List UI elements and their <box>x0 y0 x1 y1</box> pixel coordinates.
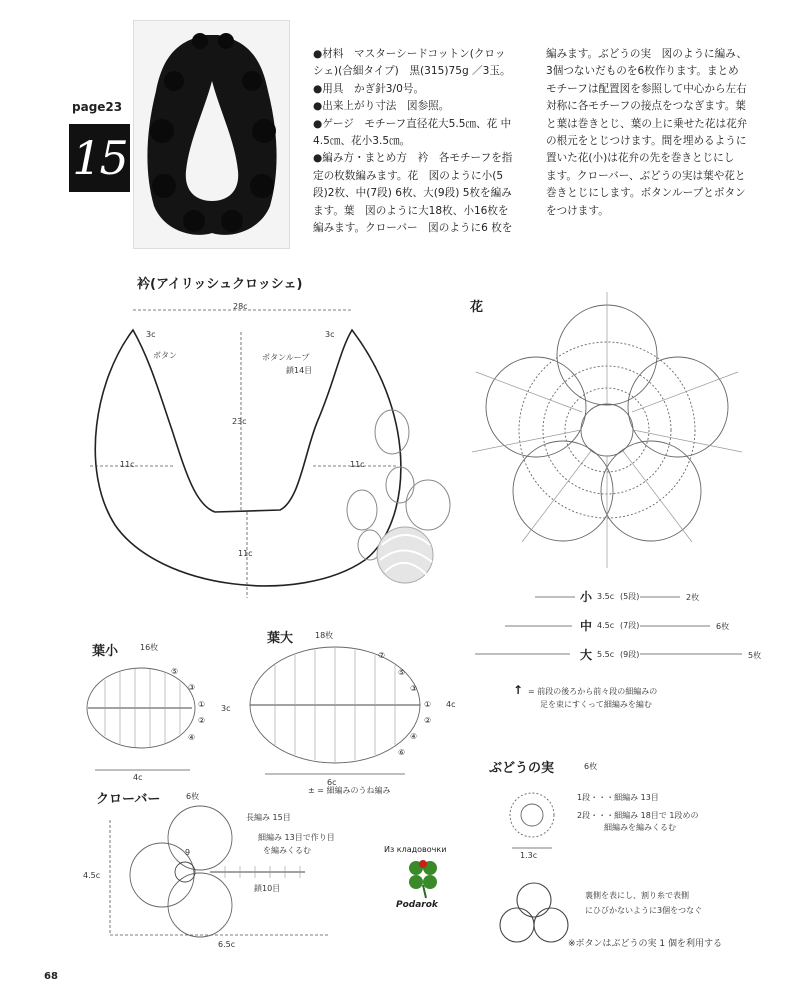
flower-size-rows: (5段) <box>620 592 640 601</box>
flower-size-name: 小 <box>580 590 593 604</box>
collar-width: 28c <box>233 302 248 311</box>
intro-line: ●用具 かぎ針3/0号。 <box>313 82 425 95</box>
intro-line: シェ)(合細タイプ) 黒(315)75g ／3玉。 <box>313 65 511 78</box>
row-mark: ⑥ <box>398 748 406 757</box>
grape-row2a: 2段・・・細編み 18目で 1段めの <box>577 811 699 820</box>
flower-note-line1: = 前段の後ろから前々段の細編みの <box>528 687 658 696</box>
intro-line: 置いた花(小)は花弁の先を巻きとじにし <box>546 152 735 165</box>
row-mark: ⑦ <box>378 651 386 660</box>
clover-title: クローバー <box>96 792 161 807</box>
intro-line: 対称に各モチーフの接点をつなぎます。葉 <box>546 100 746 113</box>
clover-chain: 鎖10目 <box>254 884 281 893</box>
row-mark: ③ <box>188 683 196 692</box>
row-mark: ④ <box>410 732 418 741</box>
row-mark: ④ <box>188 733 196 742</box>
collar-diagram <box>95 330 401 586</box>
flower-chart <box>472 292 742 568</box>
flower-size-rows: (7段) <box>620 621 640 630</box>
intro-line: ます。クローバー、ぶどうの実は葉や花と <box>546 169 746 182</box>
grape-row2b: 細編みを編みくるむ <box>604 823 676 832</box>
intro-line: 巻きとじにします。ボタンループとボタン <box>546 187 746 200</box>
row-mark: ② <box>198 716 206 725</box>
intro-line: 3個つないだものを6枚作ります。まとめ <box>546 65 739 78</box>
intro-line: 4.5㎝、花小3.5㎝。 <box>313 135 411 148</box>
clover-chart <box>110 806 330 937</box>
clover-long-chain: 長編み 15目 <box>246 813 291 822</box>
collar-button-label: ボタン <box>153 351 177 360</box>
flower-title: 花 <box>470 300 484 315</box>
leaf-large-height: 4c <box>446 700 456 709</box>
ladybug-icon <box>419 860 427 868</box>
intro-line: ●ゲージ モチーフ直径花大5.5㎝、花 中 <box>313 117 512 130</box>
leaf-large-title: 葉大 <box>267 631 294 646</box>
watermark-line1: Из кладовочки <box>384 845 447 854</box>
page-number: 68 <box>44 971 58 982</box>
row-mark: ② <box>424 716 432 725</box>
flower-size-count: 5枚 <box>748 651 762 660</box>
intro-line: の根元をとじつけます。間を埋めるように <box>546 135 747 148</box>
clover-sc-line2: を編みくるむ <box>263 846 311 855</box>
leaf-small-width: 4c <box>133 773 143 782</box>
flower-size-dia: 3.5c <box>597 592 615 601</box>
flower-size-count: 6枚 <box>716 622 730 631</box>
pattern-number: 15 <box>69 124 130 192</box>
flower-note-line2: 足を束にすくって細編みを編む <box>540 700 652 709</box>
intro-line: をつけます。 <box>546 204 609 217</box>
stitch-legend: ± = 細編みのうね編み <box>308 786 391 795</box>
intro-line: 編みます。ぶどうの実 図のように編み、 <box>546 48 748 60</box>
grape-count: 6枚 <box>584 762 598 771</box>
clover-width: 6.5c <box>218 940 236 949</box>
collar-loop-chain: 鎖14目 <box>286 366 313 375</box>
clover-inner-count: 9 <box>185 848 191 857</box>
grape-diameter: 1.3c <box>520 851 538 860</box>
row-mark: ① <box>198 700 206 709</box>
collar-height: 23c <box>232 417 247 426</box>
intro-line: 段)2枚、中(7段) 6枚、大(9段) 5枚を編み <box>313 187 512 200</box>
four-leaf-clover-icon <box>409 860 437 898</box>
flower-size-rows: (9段) <box>620 650 640 659</box>
collar-top-left: 3c <box>146 330 156 339</box>
row-mark: ① <box>424 700 432 709</box>
collar-side-right: 11c <box>350 460 365 469</box>
flower-stitch-rays <box>472 292 742 568</box>
intro-line: ます。葉 図のように大18枚、小16枚を <box>313 204 509 217</box>
grape-title: ぶどうの実 <box>489 761 555 776</box>
grape-button-note: ※ボタンはぶどうの実 1 個を利用する <box>568 939 722 949</box>
flower-size-count: 2枚 <box>686 593 700 602</box>
clover-height: 4.5c <box>83 871 101 880</box>
leaf-small-title: 葉小 <box>92 644 119 659</box>
grape-join-line2: にひびかないように3個をつなぐ <box>585 906 703 915</box>
flower-size-name: 中 <box>580 619 593 633</box>
flower-size-dia: 4.5c <box>597 621 615 630</box>
intro-line: ●編み方・まとめ方 衿 各モチーフを指 <box>313 152 513 165</box>
row-mark: ⑤ <box>171 667 179 676</box>
grape-joined-diagram <box>500 883 568 942</box>
leaf-large-chart <box>250 647 420 774</box>
row-mark: ⑤ <box>398 668 406 677</box>
leaf-small-height: 3c <box>221 704 231 713</box>
collar-top-right: 3c <box>325 330 335 339</box>
flower-size-dia: 5.5c <box>597 650 615 659</box>
grape-join-line1: 裏側を表にし、割り糸で表側 <box>585 891 689 900</box>
collar-bottom: 11c <box>238 549 253 558</box>
intro-line: 定の枚数編みます。花 図のように小(5 <box>313 169 504 182</box>
intro-line: と葉は巻きとじ、葉の上に乗せた花は花弁 <box>546 117 748 130</box>
intro-line: 編みます。クローバー 図のように6 枚を <box>313 222 513 235</box>
flower-size-name: 大 <box>580 648 593 662</box>
symbol-up-arrow-icon: ↑ <box>513 683 524 697</box>
clover-sc-line1: 細編み 13目で作り目 <box>258 833 335 842</box>
collar-title: 衿(アイリッシュクロッシェ) <box>137 277 303 292</box>
leaf-large-count: 18枚 <box>315 631 334 640</box>
grape-row1: 1段・・・細編み 13目 <box>577 793 659 802</box>
leaf-large-width: 6c <box>327 778 337 787</box>
intro-line: モチーフは配置図を参照して中心から左右 <box>546 82 747 95</box>
leaf-small-count: 16枚 <box>140 643 159 652</box>
collar-loop-label: ボタンループ <box>262 353 310 362</box>
row-mark: ③ <box>410 684 418 693</box>
intro-line: ●材料 マスターシードコットン(クロッ <box>313 48 506 60</box>
collar-side-left: 11c <box>120 460 135 469</box>
grape-chart <box>510 793 554 848</box>
page-reference: page23 <box>72 100 123 114</box>
intro-line: ●出来上がり寸法 図参照。 <box>313 100 450 113</box>
leaf-small-chart <box>87 668 195 770</box>
watermark-line2: Podarok <box>396 900 438 910</box>
clover-count: 6枚 <box>186 792 200 801</box>
